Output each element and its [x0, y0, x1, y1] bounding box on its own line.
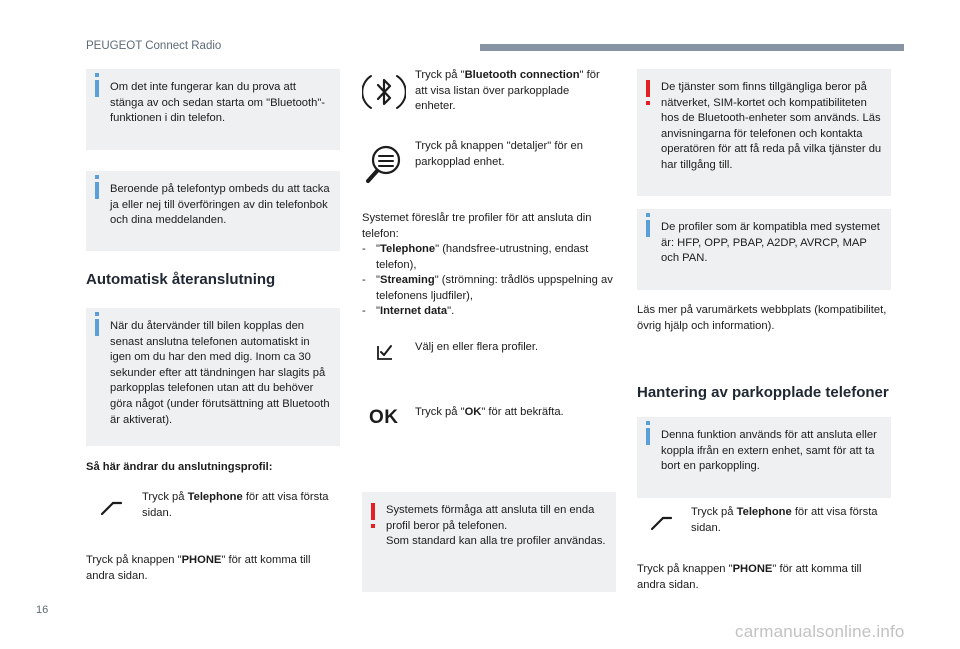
- step-bluetooth-connection: Tryck på "Bluetooth connection" för att visa listan över parkopplade enheter.: [415, 69, 600, 113]
- warning-icon: [646, 80, 650, 97]
- info-text: När du återvänder till bilen kopplas den senast anslutna telefonen automatiskt in igen om du har den med dig. Inom ca 30 sekunder efter att tändningen har slagits på parkopplas telefonen utan att du behöver göra något (under förutsättning att Bluetooth är aktiverat).: [110, 320, 330, 426]
- header-bar: [480, 44, 904, 51]
- warning-box-profile-capability: [362, 492, 616, 592]
- info-box-compatible-profiles: [637, 209, 891, 290]
- info-icon: [646, 220, 650, 237]
- step-telephone-first-page: Tryck på Telephone för att visa första sidan.: [142, 491, 329, 519]
- running-header: PEUGEOT Connect Radio: [86, 40, 222, 52]
- warning-box-services: [637, 69, 891, 196]
- paragraph-phone-button: Tryck på knappen "PHONE" för att komma till andra sidan.: [637, 563, 862, 591]
- subheading-change-profile: Så här ändrar du anslutningsprofil:: [86, 461, 273, 473]
- info-icon: [95, 80, 99, 97]
- info-text: De profiler som är kompatibla med systemet är: HFP, OPP, PBAP, A2DP, AVRCP, MAP och PAN.: [661, 221, 880, 265]
- paragraph-read-more: Läs mer på varumärkets webbplats (kompatibilitet, övrig hjälp och information).: [637, 304, 887, 332]
- warning-icon: [371, 503, 375, 520]
- info-box-bluetooth-restart: [86, 69, 340, 150]
- list-item: - "Telephone" (handsfree-utrustning, endast telefon),: [362, 243, 589, 271]
- info-box-connect-disconnect: [637, 417, 891, 498]
- paragraph-phone-button: Tryck på knappen "PHONE" för att komma till andra sidan.: [86, 554, 311, 582]
- ok-icon: OK: [369, 407, 399, 428]
- info-text: Om det inte fungerar kan du prova att stänga av och sedan starta om "Bluetooth"-funktionen i din telefon.: [110, 81, 326, 125]
- info-text: Beroende på telefontyp ombeds du att tacka ja eller nej till överföringen av din telefonbok och dina meddelanden.: [110, 183, 330, 227]
- page-number: 16: [36, 604, 49, 616]
- touch-icon: [99, 492, 125, 518]
- step-confirm-ok: Tryck på "OK" för att bekräfta.: [415, 406, 564, 418]
- profiles-intro: Systemet föreslår tre profiler för att ansluta din telefon:: [362, 212, 592, 240]
- info-icon: [95, 319, 99, 336]
- warning-text: Systemets förmåga att ansluta till en enda profil beror på telefonen. Som standard kan alla tre profiler användas.: [386, 504, 606, 548]
- details-magnifier-icon: [362, 142, 406, 186]
- watermark: carmanualsonline.info: [735, 622, 905, 641]
- bluetooth-icon: [362, 70, 406, 114]
- info-box-phonebook: [86, 171, 340, 251]
- info-icon: [646, 428, 650, 445]
- step-telephone-first-page: Tryck på Telephone för att visa första sidan.: [691, 506, 878, 534]
- info-icon: [95, 182, 99, 199]
- list-item: - "Internet data".: [362, 305, 455, 318]
- section-heading-manage-paired: Hantering av parkopplade telefoner: [637, 384, 889, 401]
- touch-icon: [649, 507, 675, 533]
- list-item: - "Streaming" (strömning: trådlös uppspelning av telefonens ljudfiler),: [362, 274, 613, 302]
- info-box-auto-reconnect: [86, 308, 340, 446]
- warning-text: De tjänster som finns tillgängliga beror på nätverket, SIM-kortet och kompatibiliteten hos de Bluetooth-enheter som används. Läs anvisningarna för telefonen och kontakta operatören för att få reda på vilka tjänster du har tillgång till.: [661, 81, 882, 171]
- checkbox-icon: [375, 342, 395, 362]
- section-heading-auto-reconnect: Automatisk återanslutning: [86, 271, 276, 288]
- info-text: Denna funktion används för att ansluta eller koppla ifrån en extern enhet, samt för att ta bort en parkoppling.: [661, 429, 877, 473]
- step-select-profiles: Välj en eller flera profiler.: [415, 341, 539, 353]
- step-details-button: Tryck på knappen "detaljer" för en parkopplad enhet.: [415, 140, 583, 168]
- profiles-list: [362, 242, 614, 320]
